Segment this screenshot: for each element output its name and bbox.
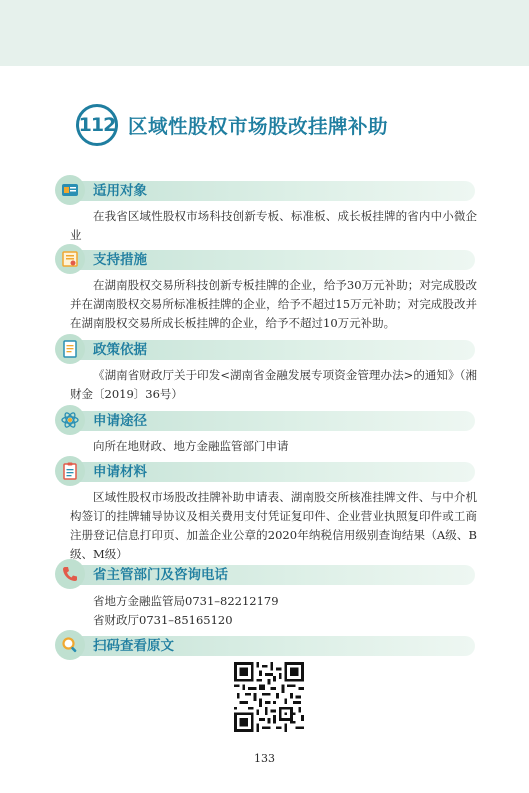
top-band bbox=[0, 0, 529, 66]
section-title: 政策依据 bbox=[93, 342, 147, 358]
title-text: 区域性股权市场股改挂牌补助 bbox=[128, 115, 389, 138]
section-title: 省主管部门及咨询电话 bbox=[93, 567, 228, 583]
phone-icon bbox=[55, 559, 85, 589]
section-paragraph: 《湖南省财政厅关于印发<湖南省金融发展专项资金管理办法>的通知》（湘财金〔2019〕36号） bbox=[70, 368, 477, 401]
section-header-materials bbox=[55, 459, 475, 485]
item-number: 112 bbox=[78, 114, 116, 136]
page-number: 133 bbox=[254, 752, 275, 765]
section-title: 支持措施 bbox=[93, 252, 147, 268]
certificate-icon bbox=[55, 244, 85, 274]
id-card-icon bbox=[55, 175, 85, 205]
section-header-channel bbox=[55, 408, 475, 434]
section-header-scan bbox=[55, 633, 475, 659]
section-header-measures bbox=[55, 247, 475, 273]
section-header-contact bbox=[55, 562, 475, 588]
qr-code[interactable] bbox=[234, 662, 304, 732]
section-paragraph: 在我省区域性股权市场科技创新专板、标准板、成长板挂牌的省内中小微企业 bbox=[70, 209, 477, 242]
page-title bbox=[76, 104, 388, 146]
magnifier-icon bbox=[55, 630, 85, 660]
section-header-target bbox=[55, 178, 475, 204]
contact-line: 省财政厅0731–85165120 bbox=[93, 613, 233, 627]
section-paragraph: 向所在地财政、地方金融监管部门申请 bbox=[93, 439, 289, 453]
item-number-badge bbox=[76, 104, 118, 146]
section-title: 申请途径 bbox=[93, 413, 147, 429]
document-icon bbox=[55, 334, 85, 364]
atom-icon bbox=[55, 405, 85, 435]
contact-line: 省地方金融监管局0731–82212179 bbox=[93, 594, 279, 608]
section-title: 扫码查看原文 bbox=[93, 638, 174, 654]
clipboard-icon bbox=[55, 456, 85, 486]
section-paragraph: 在湖南股权交易所科技创新专板挂牌的企业，给予30万元补助；对完成股改并在湖南股权交易所标准板挂牌的企业，给予不超过15万元补助；对完成股改并在湖南股权交易所成长板挂牌的企业，给予不超过10万元补助。 bbox=[70, 278, 477, 330]
section-title: 申请材料 bbox=[93, 464, 147, 480]
section-paragraph: 区域性股权市场股改挂牌补助申请表、湖南股交所核准挂牌文件、与中介机构签订的挂牌辅导协议及相关费用支付凭证复印件、企业营业执照复印件或工商注册登记信息打印页、加盖企业公章的2020年纳税信用级别查询结果（A级、B级、M级） bbox=[70, 490, 477, 561]
section-header-basis bbox=[55, 337, 475, 363]
section-title: 适用对象 bbox=[93, 183, 147, 199]
